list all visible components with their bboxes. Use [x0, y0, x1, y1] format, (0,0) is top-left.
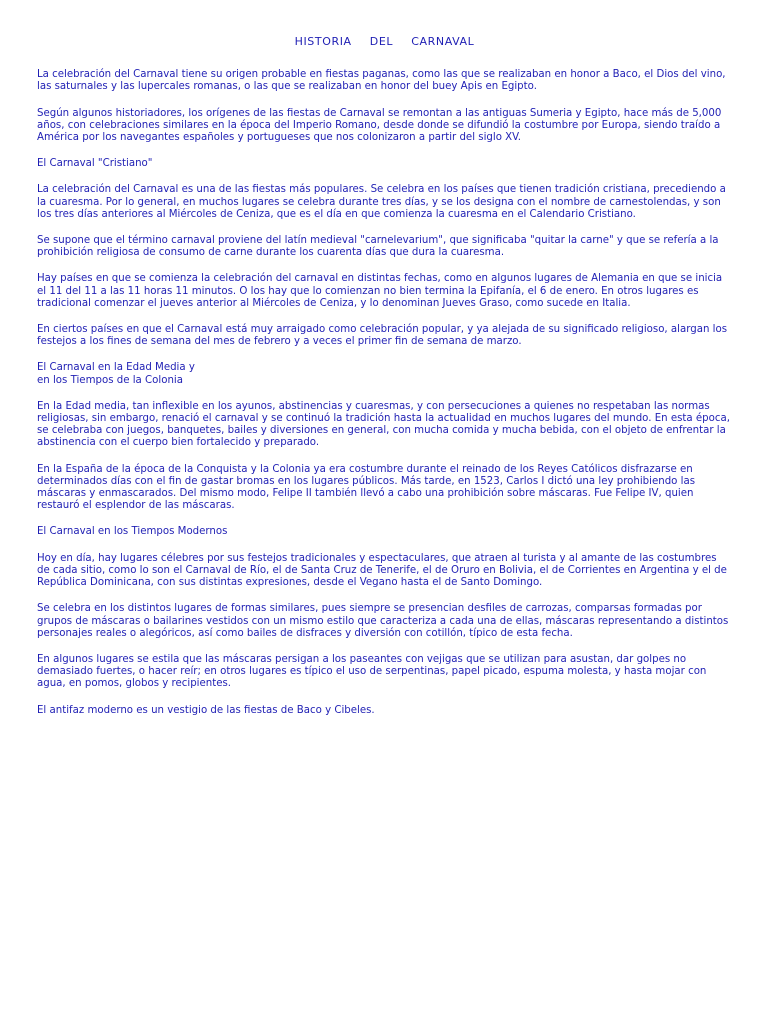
paragraph: Hay países en que se comienza la celebración del carnaval en distintas fechas, como en algunos lugares de Alemania en que se inicia el 11 del 11 a las 11 horas 11 minutos. O los hay que lo comienzan no bien termina la Epifanía, el 6 de enero. En otros lugares es tradicional comenzar el jueves anterior al Miércoles de Ceniza, y lo denominan Jueves Graso, como sucede en Italia. — [37, 273, 723, 309]
paragraph: Se celebra en los distintos lugares de formas similares, pues siempre se presencian desfiles de carrozas, comparsas formadas por grupos de máscaras o bailarines vestidos con un mismo estilo que caracteriza a cada una de ellas, máscaras representando a distintos personajes reales o alegóricos, así como bailes de disfraces y diversión con cotillón, típico de esta fecha. — [37, 603, 729, 639]
document-page — [37, 36, 732, 731]
paragraph: La celebración del Carnaval es una de las fiestas más populares. Se celebra en los países que tienen tradición cristiana, precediendo a la cuaresma. Por lo general, en muchos lugares se celebra durante tres días, y se los designa con el nombre de carnestolendas, y son los tres días anteriores al Miércoles de Ceniza, que es el día en que comienza la cuaresma en el Calendario Cristiano. — [37, 184, 726, 220]
paragraph: La celebración del Carnaval tiene su origen probable en fiestas paganas, como las que se realizaban en honor a Baco, el Dios del vino, las saturnales y las lupercales romanas, o las que se realizaban en honor del buey Apis en Egipto. — [37, 69, 726, 93]
document-title: HISTORIA DEL CARNAVAL — [294, 35, 475, 48]
paragraph: Se supone que el término carnaval proviene del latín medieval "carnelevarium", que significaba "quitar la carne" y que se refería a la prohibición religiosa de consumo de carne durante los cuarenta días que dura la cuaresma. — [37, 235, 719, 259]
section-heading: El Carnaval "Cristiano" — [37, 158, 153, 170]
paragraph: En la España de la época de la Conquista y la Colonia ya era costumbre durante el reinado de los Reyes Católicos disfrazarse en determinados días con el fin de gastar bromas en los lugares públicos. Más tarde, en 1523, Carlos I dictó una ley prohibiendo las máscaras y enmascarados. Del mismo modo, Felipe II también llevó a cabo una prohibición sobre máscaras. Fue Felipe IV, quien restauró el esplendor de las máscaras. — [37, 463, 696, 512]
document-body — [37, 69, 732, 717]
paragraph: En ciertos países en que el Carnaval está muy arraigado como celebración popular, y ya alejada de su significado religioso, alargan los festejos a los fines de semana del mes de febrero y a veces el primer fin de semana de marzo. — [37, 324, 728, 348]
paragraph: En la Edad media, tan inflexible en los ayunos, abstinencias y cuaresmas, y con persecuciones a quienes no respetaban las normas religiosas, sin embargo, renació el carnaval y se continuó la tradición hasta la actualidad en muchos lugares del mundo. En esta época, se celebraba con juegos, banquetes, bailes y diversiones en general, con mucha comida y mucha bebida, con el objeto de enfrentar la abstinencia con el cuerpo bien fortalecido y preparado. — [37, 400, 730, 449]
paragraph: El antifaz moderno es un vestigio de las fiestas de Baco y Cibeles. — [37, 704, 375, 716]
paragraph: Hoy en día, hay lugares célebres por sus festejos tradicionales y espectaculares, que atraen al turista y al amante de las costumbres de cada sitio, como lo son el Carnaval de Río, el de Santa Cruz de Tenerife, el de Oruro en Bolivia, el de Corrientes en Argentina y el de República Dominicana, con sus distintas expresiones, desde el Vegano hasta el de Santo Domingo. — [37, 552, 727, 589]
section-heading: El Carnaval en los Tiempos Modernos — [37, 526, 228, 538]
paragraph: En algunos lugares se estila que las máscaras persigan a los paseantes con vejigas que se utilizan para asustan, dar golpes no demasiado fuertes, o hacer reír; en otros lugares es típico el uso de serpentinas, papel picado, espuma molesta, y hasta mojar con agua, en pomos, globos y recipientes. — [37, 653, 707, 690]
section-heading: El Carnaval en la Edad Media y en los Tiempos de la Colonia — [37, 362, 195, 386]
paragraph: Según algunos historiadores, los orígenes de las fiestas de Carnaval se remontan a las antiguas Sumeria y Egipto, hace más de 5,000 años, con celebraciones similares en la época del Imperio Romano, desde donde se difundió la costumbre por Europa, siendo traído a América por los navegantes españoles y portugueses que nos colonizaron a partir del siglo XV. — [37, 107, 722, 144]
